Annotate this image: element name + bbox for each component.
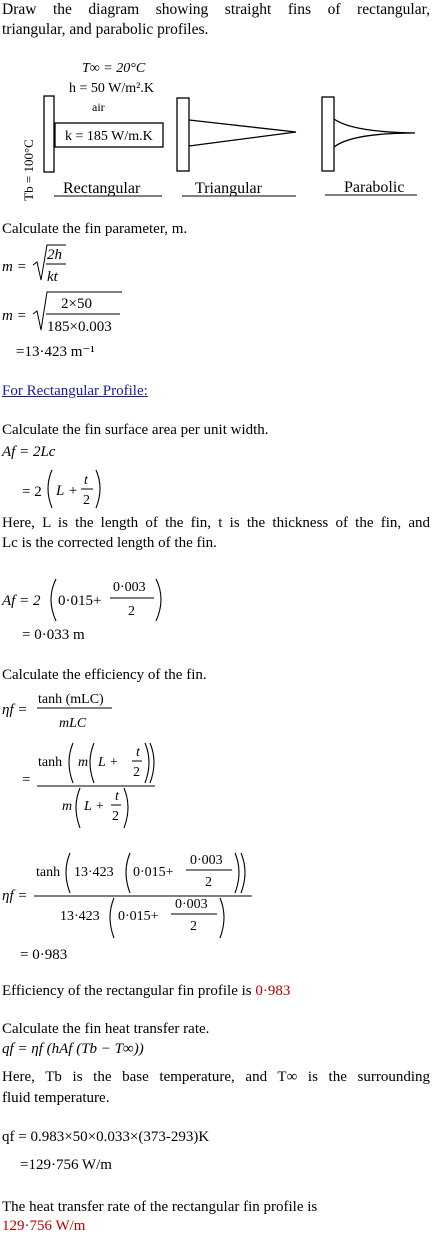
- fin-profiles-diagram: [0, 52, 432, 202]
- eff-eq3-den-frac-num: 0·003: [175, 897, 208, 912]
- m-result: =13·423 m⁻¹: [16, 344, 95, 360]
- area-eq1: Af = 2Lc: [2, 444, 56, 460]
- m-eq2-lhs: m =: [2, 308, 27, 324]
- eff-eq2-frac-num: t: [136, 745, 140, 760]
- tri-fin-body: [189, 120, 296, 146]
- area-eq3-pre: Af = 2: [2, 593, 41, 609]
- efficiency-text: Calculate the efficiency of the fin.: [2, 667, 207, 683]
- para-fin-wall: [322, 97, 334, 171]
- intro-line-2: triangular, and parabolic profiles.: [2, 21, 209, 38]
- eff-eq2-frac-den: 2: [133, 765, 140, 780]
- base-temperature-label: Tb = 100°C: [21, 139, 36, 201]
- eff-eq3-den-frac-den: 2: [190, 919, 197, 934]
- eff-eq3-num-b: 13·423: [74, 865, 114, 880]
- heat-text: Calculate the fin heat transfer rate.: [2, 1021, 210, 1037]
- t-infinity-label: T∞ = 20°C: [82, 61, 146, 76]
- m-eq1-den: kt: [47, 269, 58, 285]
- eff-eq1-lhs: ηf =: [2, 702, 28, 718]
- efficiency-conclusion-value: 0·983: [255, 983, 291, 999]
- area-eq3-den: 2: [128, 604, 135, 619]
- eff-eq2-den-frac-den: 2: [112, 809, 119, 824]
- efficiency-eq3: [0, 840, 300, 970]
- m-eq1-num: 2h: [47, 247, 62, 263]
- heat-eq2: qf = 0.983×50×0.033×(373-293)K: [2, 1129, 210, 1145]
- efficiency-conclusion-text: Efficiency of the rectangular fin profile is: [2, 983, 252, 999]
- fin-parameter-text: Calculate the fin parameter, m.: [2, 221, 188, 237]
- para-fin-body: [334, 119, 415, 147]
- triangular-label: Triangular: [195, 180, 262, 197]
- m-eq1-lhs: m =: [2, 259, 27, 275]
- heat-conclusion-value: 129·756 W/m: [2, 1218, 86, 1234]
- svg-text:=: =: [22, 772, 31, 788]
- area-here-line-2: Lc is the corrected length of the fin.: [2, 535, 217, 551]
- heat-here-line-2: fluid temperature.: [2, 1090, 110, 1106]
- eff-eq3-num-a: tanh: [36, 865, 61, 880]
- area-eq2-num: t: [84, 473, 88, 488]
- m-eq2-den: 185×0.003: [47, 319, 112, 335]
- rect-profile-heading: For Rectangular Profile:: [2, 383, 148, 399]
- eff-eq3-frac-num: 0·003: [190, 853, 223, 868]
- eff-eq3-num-c: 0·015+: [133, 865, 174, 880]
- eff-eq1-num: tanh (mLC): [38, 692, 104, 707]
- area-here-line-1: Here, L is the length of the fin, t is the thickness of the fin, and: [2, 515, 430, 531]
- area-eq3-num: 0·003: [113, 580, 146, 595]
- heat-conclusion: The heat transfer rate of the rectangular fin profile is: [2, 1199, 318, 1215]
- rect-fin-wall: [44, 96, 54, 172]
- area-text: Calculate the fin surface area per unit width.: [2, 422, 269, 438]
- area-eq3-val: 0·015+: [58, 593, 102, 609]
- rectangular-label: Rectangular: [63, 180, 141, 197]
- k-label: k = 185 W/m.K: [65, 129, 153, 144]
- tri-fin-wall: [177, 98, 189, 171]
- area-eq2-L: L +: [56, 483, 78, 499]
- parabolic-label: Parabolic: [344, 179, 405, 196]
- area-eq2-den: 2: [83, 493, 90, 508]
- eff-eq2-num-c: L +: [98, 755, 119, 770]
- efficiency-conclusion: [2, 983, 290, 1000]
- eff-result: = 0·983: [20, 947, 68, 963]
- eff-eq2-den-b: L +: [84, 799, 105, 814]
- fin-parameter-equations: [0, 242, 200, 368]
- area-eq2-pre: = 2: [22, 484, 42, 500]
- heat-eq1: qf = ηf (hAf (Tb − T∞)): [2, 1041, 144, 1057]
- air-label: air: [92, 100, 105, 114]
- eff-eq2-den-a: m: [62, 799, 73, 814]
- eff-eq2-den-frac-num: t: [115, 789, 119, 804]
- eff-eq2-num-a: tanh: [38, 755, 63, 770]
- area-eq3: [0, 573, 200, 645]
- m-eq2-num: 2×50: [61, 296, 92, 312]
- eff-eq3-lhs: ηf =: [2, 888, 28, 904]
- eff-eq3-den-b: 0·015+: [118, 909, 159, 924]
- area-equations: [0, 440, 200, 510]
- heat-result: =129·756 W/m: [20, 1157, 112, 1173]
- intro-line-1: Draw the diagram showing straight fins of rectangular,: [2, 1, 430, 18]
- eff-eq3-den-a: 13·423: [60, 909, 100, 924]
- eff-eq1-den: mLC: [59, 716, 87, 731]
- efficiency-equations: [0, 686, 300, 836]
- eff-eq3-frac-den: 2: [205, 875, 212, 890]
- eff-eq2-num-b: m: [78, 755, 89, 770]
- area-result: = 0·033 m: [22, 627, 85, 643]
- h-label: h = 50 W/m².K: [69, 81, 154, 96]
- heat-here-line-1: Here, Tb is the base temperature, and T∞ is the surrounding: [2, 1069, 430, 1085]
